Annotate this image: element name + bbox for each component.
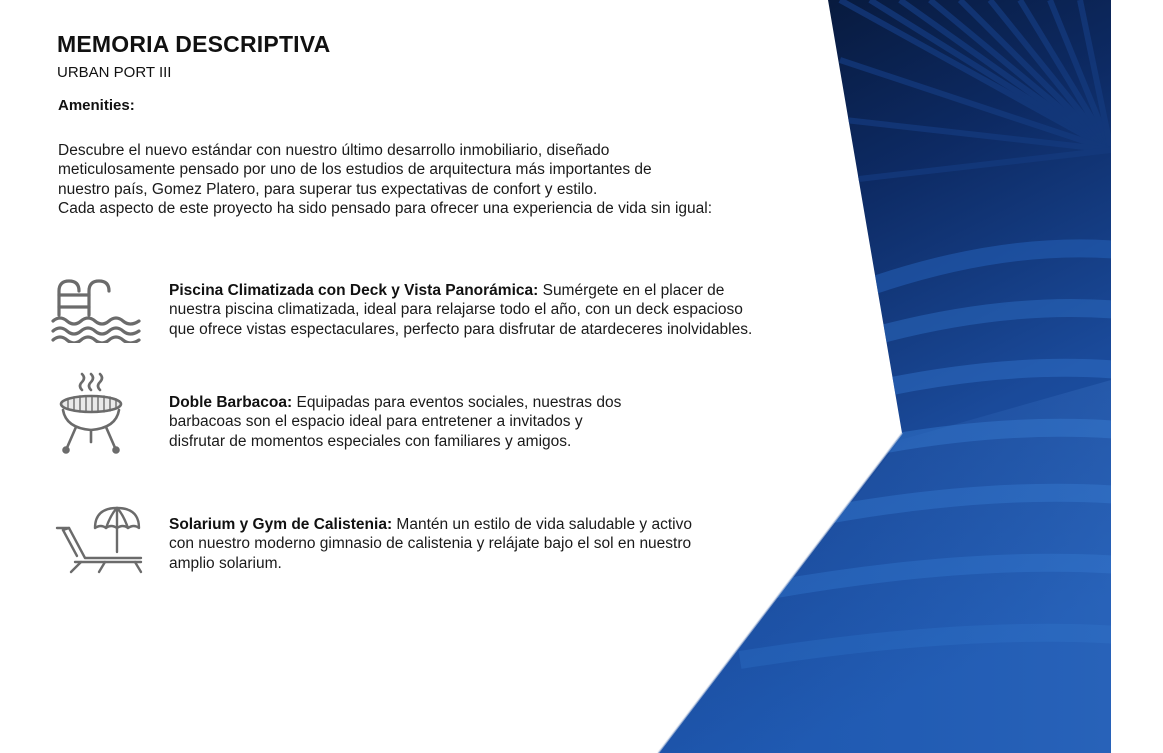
amenity-text: que ofrece vistas espectaculares, perfecto para disfrutar de atardeceres inolvidables.	[169, 320, 753, 338]
pool-icon	[51, 277, 143, 343]
page-title: MEMORIA DESCRIPTIVA	[57, 31, 331, 57]
amenity-text: con nuestro moderno gimnasio de calistenia y relájate bajo el sol en nuestro	[169, 535, 692, 553]
amenity-solarium	[169, 515, 692, 573]
amenity-text: disfrutar de momentos especiales con familiares y amigos.	[169, 432, 572, 450]
amenity-text: nuestra piscina climatizada, ideal para relajarse todo el año, con un deck espacioso	[169, 301, 743, 319]
intro-line: Cada aspecto de este proyecto ha sido pensado para ofrecer una experiencia de vida sin igual:	[58, 199, 713, 217]
amenity-heading: Solarium y Gym de Calistenia:	[169, 516, 393, 533]
amenity-text: Mantén un estilo de vida saludable y activo	[392, 516, 692, 533]
amenity-heading: Doble Barbacoa:	[169, 394, 293, 411]
amenity-text: amplio solarium.	[169, 554, 282, 572]
intro-paragraph	[58, 141, 848, 218]
amenity-text: barbacoas son el espacio ideal para entretener a invitados y	[169, 413, 583, 431]
amenity-text: Sumérgete en el placer de	[538, 282, 725, 299]
amenity-pool	[169, 281, 752, 339]
amenity-first-line	[169, 515, 692, 534]
project-name: URBAN PORT III	[57, 64, 172, 81]
barbecue-icon	[54, 372, 124, 454]
intro-line: meticulosamente pensado por uno de los estudios de arquitectura más importantes de	[58, 161, 652, 179]
section-heading: Amenities:	[58, 97, 135, 114]
sunbed-umbrella-icon	[55, 506, 145, 576]
amenity-text: Equipadas para eventos sociales, nuestras dos	[292, 394, 622, 411]
amenity-barbecue	[169, 393, 621, 451]
amenity-heading: Piscina Climatizada con Deck y Vista Panorámica:	[169, 282, 539, 299]
amenity-first-line	[169, 281, 752, 300]
intro-line: nuestro país, Gomez Platero, para superar tus expectativas de confort y estilo.	[58, 180, 598, 198]
amenity-first-line	[169, 393, 621, 412]
intro-line: Descubre el nuevo estándar con nuestro último desarrollo inmobiliario, diseñado	[58, 142, 610, 159]
